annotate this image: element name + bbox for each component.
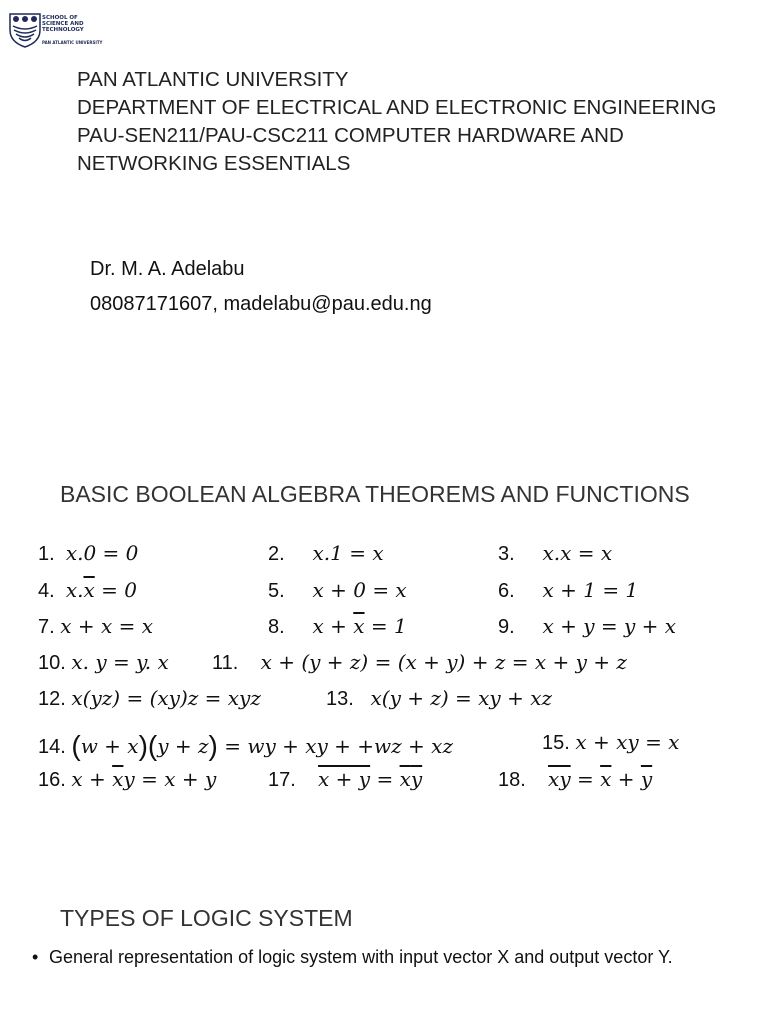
theorem-3: 3. x.x = x xyxy=(498,541,613,565)
theorems-title: BASIC BOOLEAN ALGEBRA THEOREMS AND FUNCTIONS xyxy=(60,481,690,507)
theorem-13: 13. x(y + z) = xy + xz xyxy=(326,686,553,710)
theorem-11: 11. x + (y + z) = (x + y) + z = x + y + z xyxy=(212,650,627,674)
theorem-1: 1. x.0 = 0 xyxy=(38,541,139,565)
theorem-15: 15. x + xy = x xyxy=(542,730,680,754)
lecturer-name: Dr. M. A. Adelabu xyxy=(90,258,245,280)
logic-title: TYPES OF LOGIC SYSTEM xyxy=(60,905,353,931)
theorem-14: 14. (w + x)(y + z) = wy + xy + +wz + xz xyxy=(38,730,453,761)
lecturer-contact xyxy=(90,252,432,322)
course-title-line1: PAU-SEN211/PAU-CSC211 COMPUTER HARDWARE AND xyxy=(77,124,624,147)
logo-subtext: PAN ATLANTIC UNIVERSITY xyxy=(42,40,103,45)
course-title-line2: NETWORKING ESSENTIALS xyxy=(77,152,351,175)
bullet-icon: • xyxy=(32,947,39,967)
lecturer-details: 08087171607, madelabu@pau.edu.ng xyxy=(90,293,432,315)
theorem-16: 16. $x + \overline{x}y = x + y$ xyxy=(38,767,217,791)
theorem-10: 10. x. y = y. x xyxy=(38,650,169,674)
theorem-12: 12. x(yz) = (xy)z = xyz xyxy=(38,686,261,710)
theorem-4: 4. $x.\overline{x} = 0$ xyxy=(38,578,137,602)
bullet-text: General representation of logic system with input vector X and output vector Y. xyxy=(49,947,673,967)
university-name: PAN ATLANTIC UNIVERSITY xyxy=(77,68,349,91)
theorem-5: 5. x + 0 = x xyxy=(268,578,407,602)
department-name: DEPARTMENT OF ELECTRICAL AND ELECTRONIC ENGINEERING xyxy=(77,96,717,119)
course-header xyxy=(77,66,716,178)
theorem-9: 9. x + y = y + x xyxy=(498,614,677,638)
theorem-7: 7. x + x = x xyxy=(38,614,154,638)
theorem-17: 17. $x + y = \overline{x}\overline{y}$ xyxy=(268,767,423,791)
theorem-8: 8. $x + \overline{x} = 1$ xyxy=(268,614,407,638)
theorem-18: 18. $\overline{xy} = \overline{x} + \overline{y}$ xyxy=(498,767,653,791)
logo-text: SCHOOL OF SCIENCE AND TECHNOLOGY xyxy=(42,15,84,33)
university-crest-icon xyxy=(8,12,42,48)
theorem-2: 2. x.1 = x xyxy=(268,541,384,565)
theorem-6: 6. x + 1 = 1 xyxy=(498,578,639,602)
